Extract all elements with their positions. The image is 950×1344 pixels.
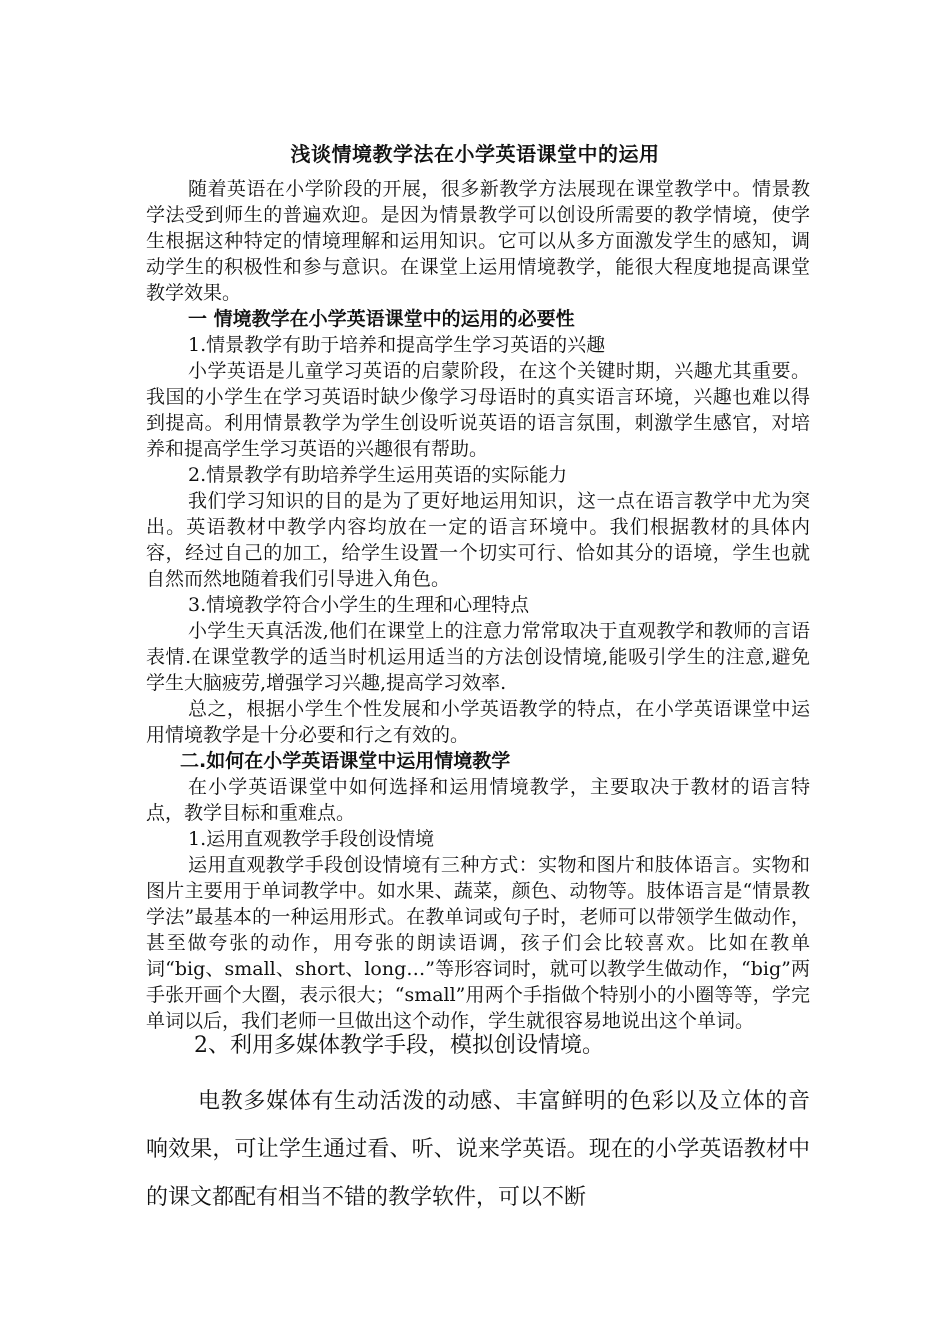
paragraph-2-0: 在小学英语课堂中如何选择和运用情境教学，主要取决于教材的语言特点，教学目标和重难点。	[146, 776, 810, 824]
multimedia-section	[146, 1022, 810, 1222]
paragraph-1-1: 小学英语是儿童学习英语的启蒙阶段，在这个关键时期，兴趣尤其重要。我国的小学生在学习英语时缺少像学习母语时的真实语言环境，兴趣也难以得到提高。利用情景教学为学生创设听说英语的语言氛围，刺激学生感官，对培养和提高学生学习英语的兴趣很有帮助。	[146, 360, 810, 460]
paragraph-1-2: 我们学习知识的目的是为了更好地运用知识，这一点在语言教学中尤为突出。英语教材中教学内容均放在一定的语言环境中。我们根据教材的具体内容，经过自己的加工，给学生设置一个切实可行、恰如其分的语境，学生也就自然而然地随着我们引导进入角色。	[146, 490, 810, 590]
document-body	[146, 176, 810, 1034]
paragraph-2-2: 电教多媒体有生动活泼的动感、丰富鲜明的色彩以及立体的音响效果，可让学生通过看、听、说来学英语。现在的小学英语教材中的课文都配有相当不错的教学软件，可以不断	[146, 1089, 810, 1210]
document-title: 浅谈情境教学法在小学英语课堂中的运用	[290, 142, 660, 166]
paragraph-2-1: 运用直观教学手段创设情境有三种方式：实物和图片和肢体语言。实物和图片主要用于单词教学中。如水果、蔬菜，颜色、动物等。肢体语言是“情景教学法”最基本的一种运用形式。在教单词或句子时，老师可以带领学生做动作，甚至做夸张的动作，用夸张的朗读语调，孩子们会比较喜欢。比如在教单词“big、small、short、long…”等形容词时，就可以教学生做动作，“big”两手张开画个大圈，表示很大；“small”用两个手指做个特别小的小圈等等，学完单词以后，我们老师一旦做出这个动作，学生就很容易地说出这个单词。	[146, 854, 810, 1032]
subheading-2-1: 1.运用直观教学手段创设情境	[188, 828, 435, 850]
section-heading-2: 二.如何在小学英语课堂中运用情境教学	[180, 750, 511, 772]
subheading-1-1: 1.情景教学有助于培养和提高学生学习英语的兴趣	[188, 334, 606, 356]
paragraph-1-4: 总之，根据小学生个性发展和小学英语教学的特点，在小学英语课堂中运用情境教学是十分必要和行之有效的。	[146, 698, 810, 746]
paragraph-1-3: 小学生天真活泼,他们在课堂上的注意力常常取决于直观教学和教师的言语表情.在课堂教学的适当时机运用适当的方法创设情境,能吸引学生的注意,避免学生大脑疲劳,增强学习兴趣,提高学习效率.	[146, 620, 810, 694]
section-heading-1: 一 情境教学在小学英语课堂中的运用的必要性	[188, 308, 575, 330]
subheading-1-3: 3.情境教学符合小学生的生理和心理特点	[188, 594, 530, 616]
intro-paragraph: 随着英语在小学阶段的开展，很多新教学方法展现在课堂教学中。情景教学法受到师生的普遍欢迎。是因为情景教学可以创设所需要的教学情境，使学生根据这种特定的情境理解和运用知识。它可以从多方面激发学生的感知，调动学生的积极性和参与意识。在课堂上运用情境教学，能很大程度地提高课堂教学效果。	[146, 178, 810, 304]
subheading-2-2: 2、利用多媒体教学手段，模拟创设情境。	[194, 1033, 604, 1058]
subheading-1-2: 2.情景教学有助培养学生运用英语的实际能力	[188, 464, 568, 486]
